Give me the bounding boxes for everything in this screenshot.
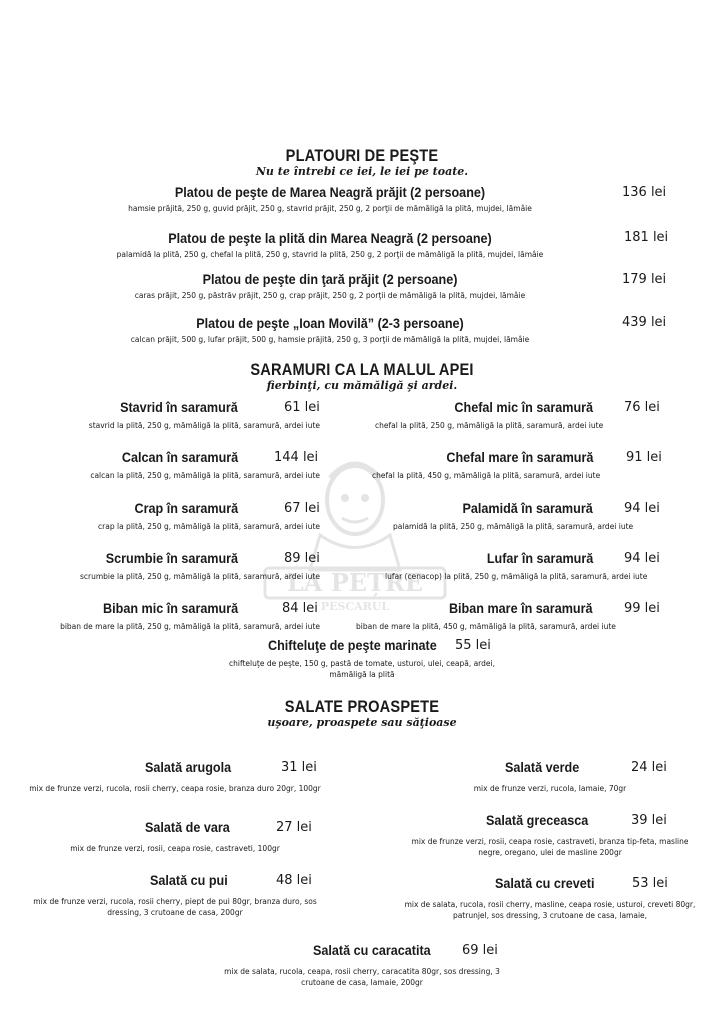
item-price: 89 lei (284, 551, 320, 566)
item-description: palamidă la plită, 250 g, chefal la plită, 250 g, stavrid la plită, 250 g, 2 porţii de mămăligă la plită, mujdei, lămâie (116, 250, 544, 259)
item-price: 94 lei (624, 501, 660, 516)
section-subtitle-saramuri: fierbinţi, cu mămăligă şi ardei. (266, 379, 458, 392)
item-price: 39 lei (631, 813, 667, 828)
item-description: mix de frunze verzi, rucola, rosii cherry, ceapa rosie, branza duro 20gr, 100gr (29, 784, 321, 793)
item-price: 27 lei (276, 820, 312, 835)
item-price: 31 lei (281, 760, 317, 775)
section-title-saramuri: SARAMURI CA LA MALUL APEI (250, 360, 474, 379)
item-description: scrumbie la plită, 250 g, mămăligă la plită, saramură, ardei iute (79, 572, 320, 581)
item-description: chifteluţe de peşte, 150 g, pastă de tomate, usturoi, ulei, ceapă, ardei, (229, 659, 495, 668)
item-description: mix de salata, rucola, ceapa, rosii cherry, caracatita 80gr, sos dressing, 3 crutoane de casa, lamaie, 200gr (224, 967, 500, 987)
item-price: 53 lei (632, 876, 668, 891)
menu-item (60, 271, 600, 301)
item-description: palamidă la plită, 250 g, mămăligă la plită, saramură, ardei iute (393, 522, 634, 531)
item-name: Platou de peşte „Ioan Movilă” (2-3 persoane) (196, 315, 464, 331)
item-description: calcan la plită, 250 g, mămăligă la plită, saramură, ardei iute (90, 471, 320, 480)
item-price: 24 lei (631, 760, 667, 775)
item-name: Stavrid în saramură (120, 399, 238, 415)
section-subtitle-salate: uşoare, proaspete sau săţioase (267, 716, 457, 729)
item-price: 144 lei (274, 450, 319, 465)
menu-item (60, 184, 600, 214)
item-name: Palamidă în saramură (462, 500, 593, 516)
watermark-text: LA PEȚRE (286, 568, 424, 597)
item-name: Calcan în saramură (121, 449, 238, 465)
item-description: mix de frunze verzi, rosii, ceapa rosie, castraveti, 100gr (70, 844, 280, 853)
item-price: 48 lei (276, 873, 312, 888)
item-name: Salată cu creveti (495, 875, 595, 891)
item-name: Biban mare în saramură (449, 600, 593, 616)
item-price: 91 lei (626, 450, 662, 465)
item-description-line2: mămăligă la plită (329, 670, 395, 679)
item-price: 55 lei (455, 638, 491, 653)
item-name: Platou de peşte la plită din Marea Neagră (2 persoane) (168, 230, 492, 246)
item-name: Salată de vara (145, 819, 230, 835)
item-description: biban de mare la plită, 250 g, mămăligă la plită, saramură, ardei iute (60, 622, 320, 631)
item-name: Chifteluţe de peşte marinate (268, 637, 437, 653)
menu-item (50, 230, 610, 260)
item-description: biban de mare la plită, 450 g, mămăligă la plită, saramură, ardei iute (356, 622, 616, 631)
item-name: Platou de peşte din ţară prăjit (2 persoane) (202, 271, 458, 287)
item-name: Platou de peşte de Marea Neagră prăjit (2 persoane) (174, 184, 486, 200)
item-price: 84 lei (282, 601, 318, 616)
item-name: Chefal mare în saramură (445, 449, 593, 465)
item-price: 61 lei (284, 400, 320, 415)
section-title-platouri: PLATOURI DE PEŞTE (285, 146, 439, 165)
item-description: mix de frunze verzi, rucola, rosii cherry, piept de pui 80gr, branza duro, sos dressing, 3 crutoane de casa, 200gr (33, 897, 317, 917)
item-name: Salată arugola (145, 759, 232, 775)
watermark-subtext: PESCARUL (320, 600, 390, 613)
item-name: Salată greceasca (486, 812, 589, 828)
item-name: Crap în saramură (134, 500, 238, 516)
item-description: lufar (cenacop) la plită, 250 g, mămăligă la plită, saramură, ardei iute (385, 572, 648, 581)
item-description: mix de salata, rucola, rosii cherry, masline, ceapa rosie, usturoi, creveti 80gr, patrunjel, sos dressing, 3 crutoane de casa, lamaie, (404, 900, 696, 920)
item-price: 179 lei (622, 272, 667, 287)
item-price: 76 lei (624, 400, 660, 415)
item-name: Lufar în saramură (486, 550, 593, 566)
item-description: chefal la plită, 450 g, mămăligă la plită, saramură, ardei iute (372, 471, 601, 480)
item-description: stavrid la plită, 250 g, mămăligă la plită, saramură, ardei iute (88, 421, 320, 430)
item-price: 67 lei (284, 501, 320, 516)
section-subtitle-platouri: Nu te întrebi ce iei, le iei pe toate. (255, 165, 469, 178)
item-name: Salată cu pui (150, 872, 228, 888)
item-name: Salată cu caracatita (313, 942, 431, 958)
item-description: crap la plită, 250 g, mămăligă la plită, saramură, ardei iute (98, 522, 320, 531)
item-description: hamsie prăjită, 250 g, guvid prăjit, 250 g, stavrid prăjit, 250 g, 2 porţii de mămăligă la plită, mujdei, lămâie (128, 204, 532, 213)
item-price: 94 lei (624, 551, 660, 566)
menu-item (60, 315, 600, 345)
item-name: Biban mic în saramură (102, 600, 238, 616)
item-description: caras prăjit, 250 g, păstrăv prăjit, 250 g, crap prăjit, 250 g, 2 porţii de mămăligă la plită, mujdei, lămâie (134, 291, 526, 300)
item-price: 136 lei (622, 185, 667, 200)
section-title-salate: SALATE PROASPETE (284, 697, 440, 716)
item-name: Salată verde (505, 759, 580, 775)
item-name: Scrumbie în saramură (105, 550, 238, 566)
item-price: 439 lei (622, 315, 667, 330)
item-price: 181 lei (624, 230, 669, 245)
item-description: chefal la plită, 250 g, mămăligă la plită, saramură, ardei iute (375, 421, 604, 430)
item-price: 69 lei (462, 943, 498, 958)
item-price: 99 lei (624, 601, 660, 616)
item-description: calcan prăjit, 500 g, lufar prăjit, 500 g, hamsie prăjită, 250 g, 3 porţii de mămăligă la plită, mujdei, lămâie (130, 335, 530, 344)
item-name: Chefal mic în saramură (454, 399, 593, 415)
item-description: mix de frunze verzi, rosii, ceapa rosie, castraveti, branza tip-feta, masline negre, oregano, ulei de masline 200gr (411, 837, 689, 857)
item-description: mix de frunze verzi, rucola, lamaie, 70gr (473, 784, 627, 793)
